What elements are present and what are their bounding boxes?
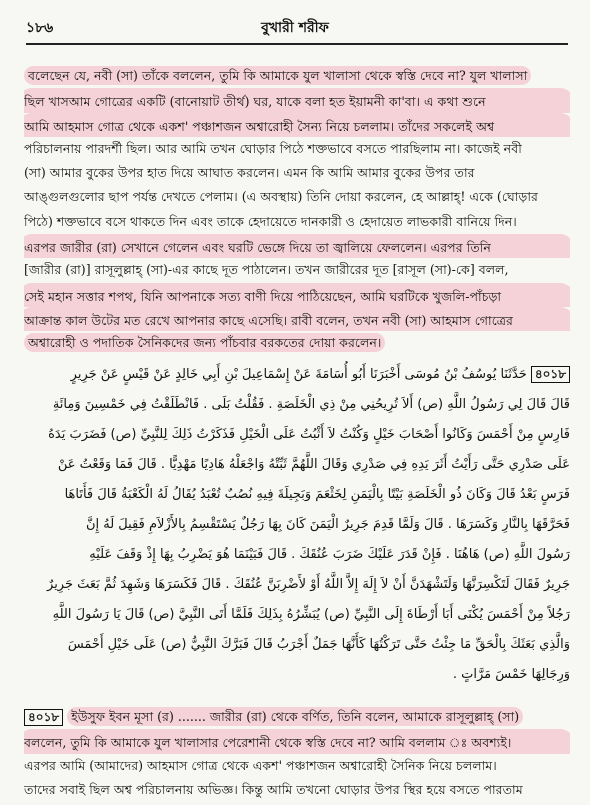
header-divider bbox=[26, 43, 568, 45]
text-line: আমি আহমাস গোত্র থেকে একশ' পঞ্চাশজন অশ্বারোহী সৈন্য নিয়ে চললাম। তাঁদের সকলেই অশ্ব bbox=[24, 113, 570, 137]
arabic-line: وَرِجَالِهَا خَمْسَ مَرَّاتٍ . bbox=[452, 667, 570, 682]
text-line: আক্রান্ত কাল উটের মত রেখে আপনার কাছে এসেছি। রাবী বলেন, তখন নবী (সা) আহমাস গোত্রের bbox=[24, 307, 570, 331]
arabic-line: ৪০১৮حَدَّثَنَا يُوسُفُ بْنُ مُوسَى أَخْبَرَنَا أَبُو أُسَامَةَ عَنْ إِسْمَاعِيلَ بْنِ أَبِي خَالِدٍ عَنْ قَيْسٍ عَنْ جَرِيرٍ bbox=[24, 360, 570, 390]
text-line: [জারীর (রা)] রাসূলুল্লাহ্ (সা)-এর কাছে দূত পাঠালেন। তখন জারীরের দূত [রাসূল (সা)-কে] বলল, bbox=[24, 262, 509, 278]
arabic-line: رَجُلاً مِنْ أَحْمَسَ يُكْنَى أَبَا أَرْطَاةَ إِلَى النَّبِيِّ (ص) يُبَشِّرُهُ بِذَلِكَ فَلَمَّا أَتَى النَّبِيَّ (ص) قَالَ يَا رَسُولَ اللَّهِ bbox=[52, 607, 570, 622]
arabic-line: عَلَى صَدْرِي حَتَّى رَأَيْتُ أَثَرَ يَدِهِ فِي صَدْرِي وَقَالَ اللَّهُمَّ ثَبِّتْهُ وَاجْعَلْهُ هَادِيًا مَهْدِيًّا . قَالَ فَمَا وَقَعْتُ عَنْ bbox=[57, 457, 570, 472]
page-number: ১৮৬ bbox=[26, 20, 54, 36]
arabic-line: قَالَ قَالَ لِي رَسُولُ اللَّهِ (ص) أَلاَ تُرِيحُنِي مِنْ ذِي الْخَلَصَةِ . فَقُلْتُ بَلَى . فَانْطَلَقْتُ فِي خَمْسِينَ وَمِائَةِ bbox=[52, 397, 570, 412]
arabic-line: فَرَسٍ بَعْدُ قَالَ وَكَانَ ذُو الْخَلَصَةِ بَيْتًا بِالْيَمَنِ لِخَثْعَمَ وَبَجِيلَةَ فِيهِ نُصُبٌ تُعْبَدُ يُقَالُ لَهُ الْكَعْبَةُ قَالَ فَأَتَاهَا bbox=[64, 487, 570, 502]
text-line: বলেছেন যে, নবী (সা) তাঁকে বললেন, তুমি কি আমাকে যুল খালাসা থেকে স্বস্তি দেবে না? যুল খালাসা bbox=[24, 64, 570, 88]
text-line: তাদের সবাই ছিল অশ্ব পরিচালনায় অভিজ্ঞ। কিন্তু আমি তখনো ঘোড়ার উপর স্থির হয়ে বসতে পারতাম bbox=[24, 781, 523, 797]
text-line: আঙ্গুলগুলোর ছাপ পর্যন্ত দেখতে পেলাম। (এ অবস্থায়) তিনি দোয়া করলেন, হে আল্লাহ্! একে (ঘোড়ার bbox=[24, 189, 538, 205]
arabic-hadith-text bbox=[24, 360, 570, 690]
text-line: ৪০১৮ ইউসুফ ইবন মূসা (র) ....... জারীর (রা) থেকে বর্ণিত, তিনি বলেন, আমাকে রাসূলুল্লাহ্ (সা) bbox=[24, 705, 570, 729]
arabic-line: وَالَّذِي بَعَثَكَ بِالْحَقِّ مَا جِئْتُ حَتَّى تَرَكْتُهَا كَأَنَّهَا جَمَلٌ أَجْرَبُ قَالَ فَبَرَّكَ النَّبِيُّ (ص) عَلَى خَيْلِ أَحْمَسَ bbox=[67, 637, 570, 652]
text-line: বললেন, তুমি কি আমাকে যুল খালাসার পেরেশানী থেকে স্বস্তি দেবে না? আমি বললাম ঃ অবশ্যই। bbox=[24, 729, 570, 753]
bengali-translation-bottom bbox=[24, 705, 570, 802]
text-line: ছিল খাসআম গোত্রের একটি (বানোয়াট তীর্থ) ঘর, যাকে বলা হত ইয়ামনী কা'বা। এ কথা শুনে bbox=[24, 88, 570, 112]
text-line: সেই মহান সত্তার শপথ, যিনি আপনাকে সত্য বাণী দিয়ে পাঠিয়েছেন, আমি ঘরটিকে খুজলি-পাঁচড়া bbox=[24, 283, 570, 307]
text-line: এরপর জারীর (রা) সেখানে গেলেন এবং ঘরটি ভেঙ্গে দিয়ে তা জ্বালিয়ে ফেললেন। এরপর তিনি bbox=[24, 234, 570, 258]
text-line: এরপর আমি (আমাদের) আহমাস গোত্র থেকে একশ' পঞ্চাশজন অশ্বারোহী সৈনিক নিয়ে চললাম। bbox=[24, 757, 497, 773]
arabic-line: جَرِيرٌ فَقَالَ لَتَكْسِرَنَّهَا وَلَتَشْهَدَنَّ أَنْ لاَ إِلَهَ إِلاَّ اللَّهُ أَوْ لأَضْرِبَنَّ عُنُقَكَ . قَالَ فَكَسَرَهَا وَشَهِدَ ثُمَّ بَعَثَ جَرِيرٌ bbox=[47, 577, 570, 592]
text-line: পরিচালনায় পারদর্শী ছিল। আর আমি তখন ঘোড়ার পিঠে শক্তভাবে বসতে পারছিলাম না। কাজেই নবী bbox=[24, 140, 522, 156]
arabic-line: رَسُولَ اللَّهِ (ص) هَاهُنَا . فَإِنْ قَدَرَ عَلَيْكَ ضَرَبَ عُنُقَكَ . قَالَ فَبَيْنَمَا هُوَ يَضْرِبُ بِهَا إِذْ وَقَفَ عَلَيْهِ bbox=[89, 547, 570, 562]
text-line: অশ্বারোহী ও পদাতিক সৈনিকদের জন্য পাঁচবার বরকতের দোয়া করলেন। bbox=[24, 331, 570, 355]
page-header bbox=[26, 16, 564, 42]
bengali-translation-top bbox=[24, 64, 570, 356]
page-title: বুখারী শরীফ bbox=[261, 20, 329, 36]
arabic-line: فَحَرَّقَهَا بِالنَّارِ وَكَسَرَهَا . قَالَ وَلَمَّا قَدِمَ جَرِيرٌ الْيَمَنَ كَانَ بِهَا رَجُلٌ يَسْتَقْسِمُ بِالأَزْلاَمِ فَقِيلَ لَهُ إِنَّ bbox=[85, 517, 570, 532]
text-line: (সা) আমার বুকের উপর হাত দিয়ে আঘাত করলেন। এমন কি আমি আমার বুকের উপর তার bbox=[24, 165, 475, 181]
hadith-number-badge-bn: ৪০১৮ bbox=[24, 709, 63, 726]
hadith-number-badge: ৪০১৮ bbox=[531, 366, 570, 383]
arabic-line: فَارِسٍ مِنْ أَحْمَسَ وَكَانُوا أَصْحَابَ خَيْلٍ وَكُنْتُ لاَ أَثْبُتُ عَلَى الْخَيْلِ فَذَكَرْتُ ذَلِكَ لِلنَّبِيِّ (ص) فَضَرَبَ يَدَهُ bbox=[48, 427, 570, 442]
text-line: পিঠে) শক্তভাবে বসে থাকতে দিন এবং তাকে হেদায়েতে দানকারী ও হেদায়েত লাভকারী বানিয়ে দিন। bbox=[24, 213, 517, 229]
